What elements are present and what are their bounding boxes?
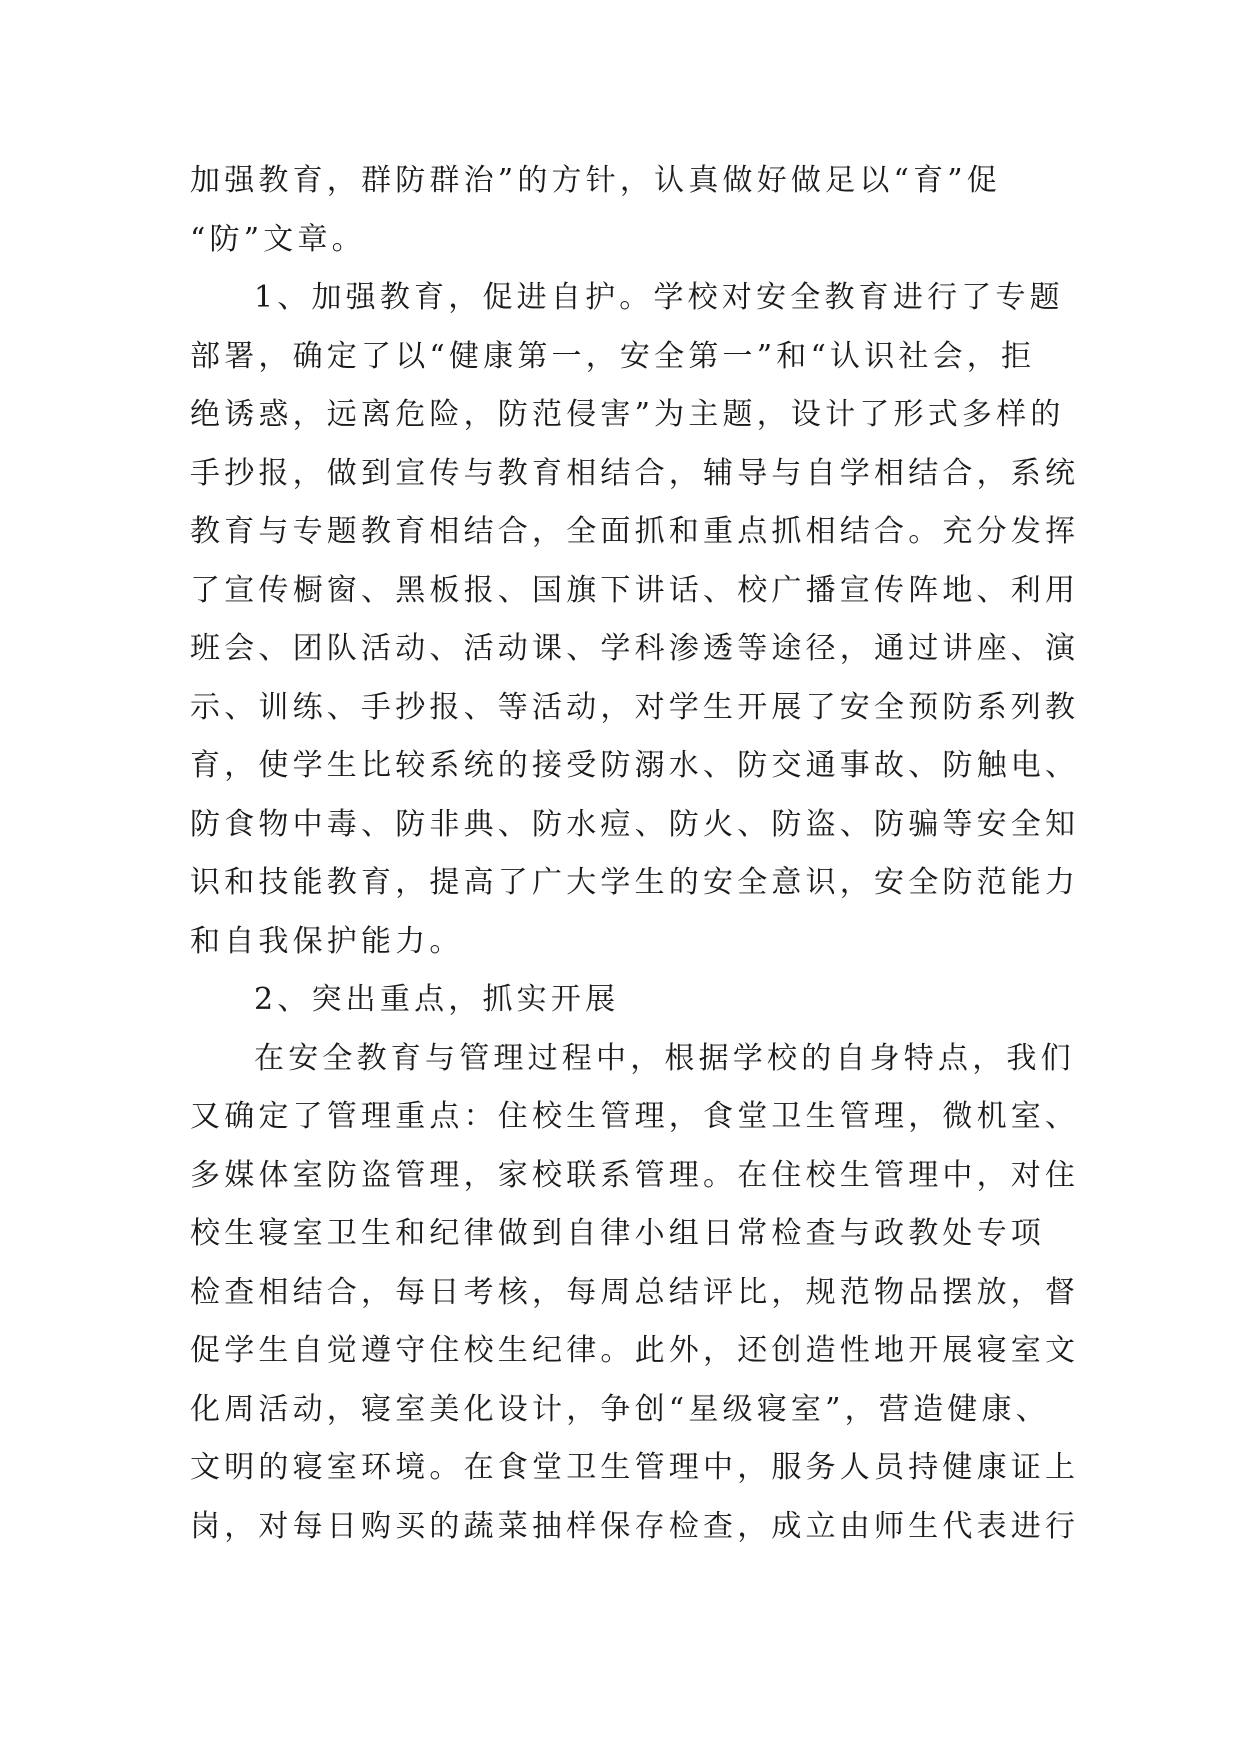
text-line: 示、训练、手抄报、等活动，对学生开展了安全预防系列教 [190, 689, 1080, 725]
text-line: 多媒体室防盗管理，家校联系管理。在住校生管理中，对住 [190, 1157, 1080, 1193]
body-text [190, 152, 1080, 1556]
text-line: 绝诱惑，远离危险，防范侵害”为主题，设计了形式多样的 [190, 397, 1065, 432]
text-line: 检查相结合，每日考核，每周总结评比，规范物品摆放，督 [190, 1274, 1080, 1310]
text-line: 加强教育，群防群治”的方针，认真做好做足以“育”促 [190, 163, 1002, 198]
text-line: 育，使学生比较系统的接受防溺水、防交通事故、防触电、 [190, 748, 1080, 783]
text-line: 在安全教育与管理过程中，根据学校的自身特点，我们 [254, 1040, 1075, 1076]
text-line: 和自我保护能力。 [190, 923, 464, 959]
text-line: 化周活动，寝室美化设计，争创“星级寝室”，营造健康、 [190, 1391, 1050, 1427]
text-line: 岗，对每日购买的蔬菜抽样保存检查，成立由师生代表进行 [190, 1508, 1080, 1544]
text-line: 教育与专题教育相结合，全面抓和重点抓相结合。充分发挥 [190, 514, 1080, 549]
text-line: 又确定了管理重点：住校生管理，食堂卫生管理，微机室、 [190, 1099, 1080, 1134]
text-line: 识和技能教育，提高了广大学生的安全意识，安全防范能力 [190, 865, 1080, 900]
text-line: 了宣传橱窗、黑板报、国旗下讲话、校广播宣传阵地、利用 [190, 572, 1080, 608]
text-line: “防”文章。 [190, 221, 366, 257]
text-line: 班会、团队活动、活动课、学科渗透等途径，通过讲座、演 [190, 631, 1080, 666]
text-line: 防食物中毒、防非典、防水痘、防火、防盗、防骗等安全知 [190, 806, 1080, 842]
text-line: 手抄报，做到宣传与教育相结合，辅导与自学相结合，系统 [190, 455, 1080, 491]
text-line: 文明的寝室环境。在食堂卫生管理中，服务人员持健康证上 [190, 1450, 1080, 1485]
text-line: 2、突出重点，抓实开展 [254, 982, 620, 1017]
text-line: 促学生自觉遵守住校生纪律。此外，还创造性地开展寝室文 [190, 1333, 1080, 1368]
text-line: 部署，确定了以“健康第一，安全第一”和“认识社会，拒 [190, 338, 1036, 374]
text-line: 1、加强教育，促进自护。学校对安全教育进行了专题 [254, 280, 1064, 315]
text-line: 校生寝室卫生和纪律做到自律小组日常检查与政教处专项 [190, 1216, 1045, 1251]
